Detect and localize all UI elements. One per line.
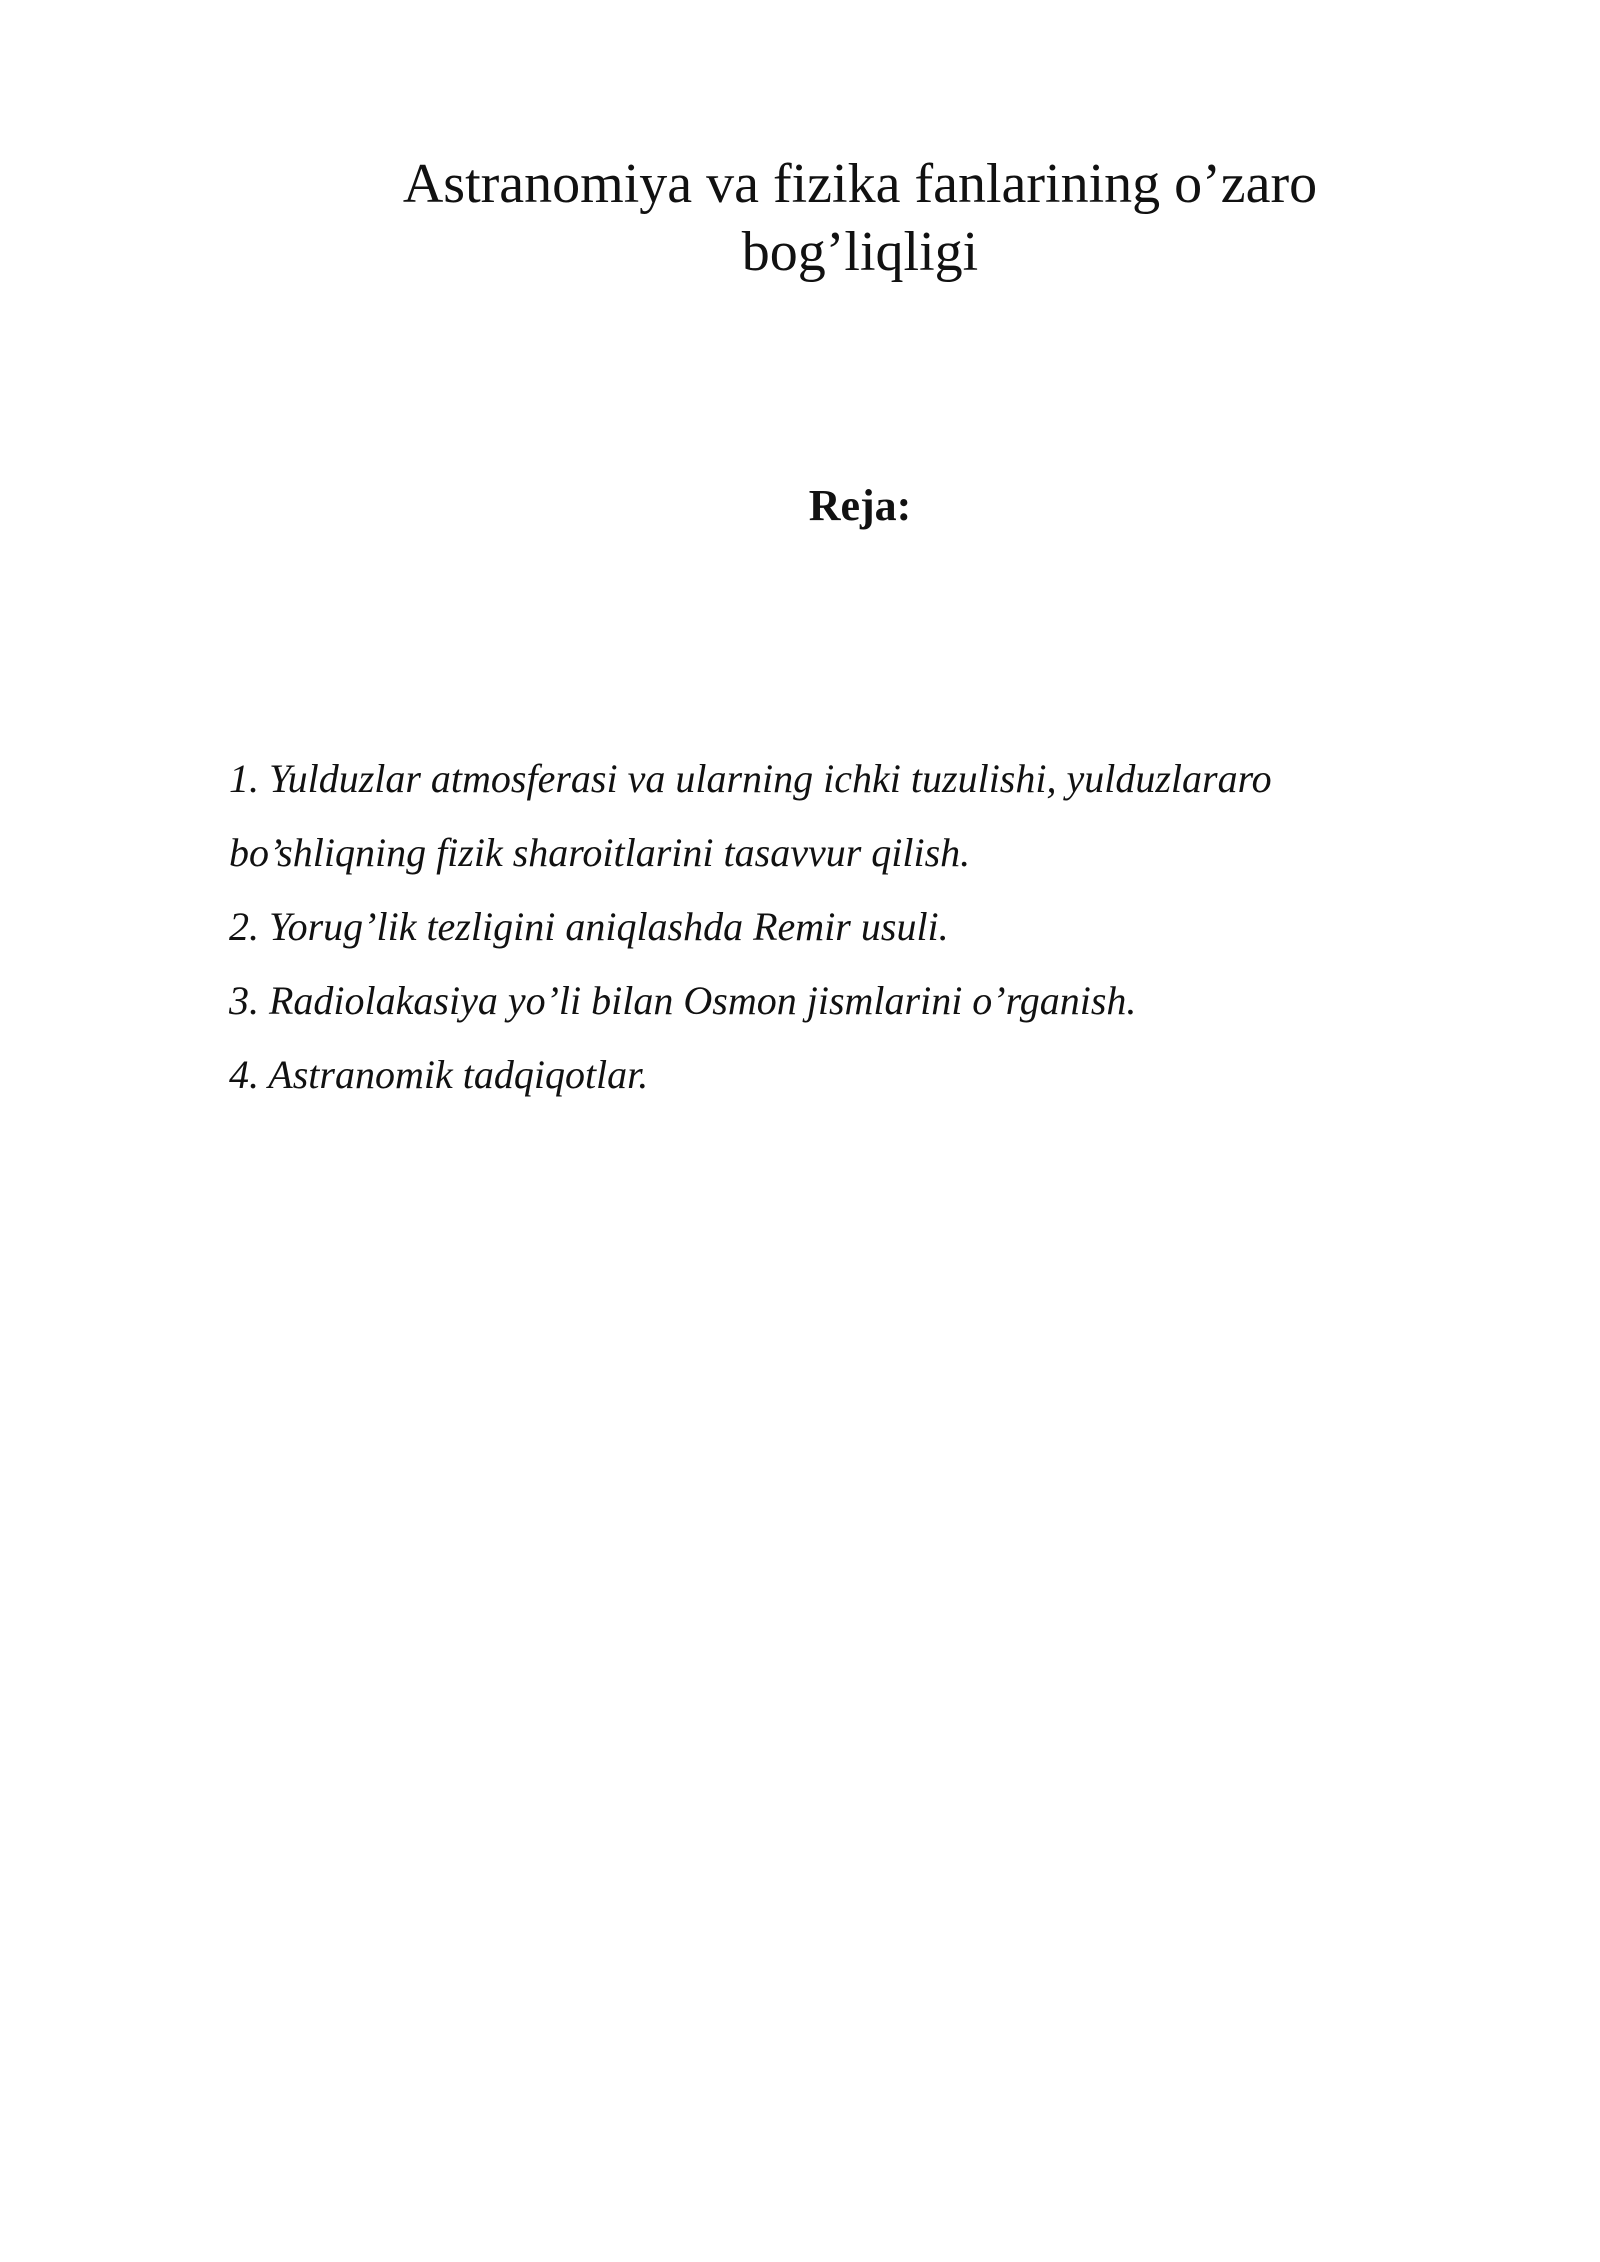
plan-heading: Reja: bbox=[808, 481, 912, 530]
plan-item-4: 4. Astranomik tadqiqotlar. bbox=[229, 1052, 649, 1097]
plan-item-2: 2. Yorug’lik tezligini aniqlashda Remir usuli. bbox=[229, 904, 949, 949]
title-line-2: bog’liqligi bbox=[741, 221, 979, 283]
plan-item-1-line-1: 1. Yulduzlar atmosferasi va ularning ichki tuzulishi, yulduzlararo bbox=[229, 756, 1272, 801]
document-title bbox=[300, 150, 1420, 286]
plan-item-1-line-2: bo’shliqning fizik sharoitlarini tasavvur qilish. bbox=[229, 830, 971, 875]
plan-list bbox=[229, 742, 1429, 1112]
title-line-1: Astranomiya va fizika fanlarining o’zaro bbox=[402, 153, 1318, 215]
plan-item-3: 3. Radiolakasiya yo’li bilan Osmon jismlarini o’rganish. bbox=[229, 978, 1137, 1023]
